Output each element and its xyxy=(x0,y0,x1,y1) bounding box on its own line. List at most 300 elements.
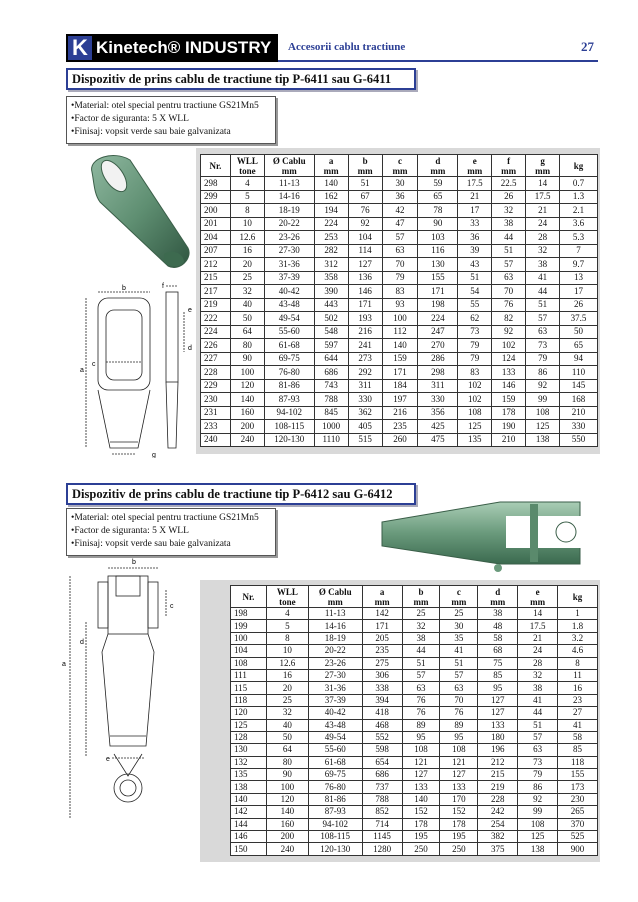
column-header-line1: e xyxy=(472,155,477,166)
table-cell: 70 xyxy=(382,258,418,272)
table-cell: 104 xyxy=(348,231,382,245)
table-cell: 51 xyxy=(526,298,560,312)
table-cell: 95 xyxy=(402,731,440,743)
table-cell: 40 xyxy=(230,298,264,312)
spec-line: •Material: otel special pentru tractiune GS21Mn5 xyxy=(71,513,259,523)
table-cell: 100 xyxy=(231,632,267,644)
label-e: e xyxy=(106,756,110,763)
table-cell: 133 xyxy=(478,719,518,731)
table-cell: 76-80 xyxy=(308,781,362,793)
table-cell: 36 xyxy=(382,190,418,204)
table-cell: 900 xyxy=(558,843,598,855)
table-row xyxy=(231,608,598,620)
table-cell: 57 xyxy=(518,731,558,743)
table-cell: 63 xyxy=(440,682,478,694)
table-row xyxy=(201,312,598,326)
spec-line: •Finisaj: vopsit verde sau baie galvanizata xyxy=(71,539,231,549)
table-cell: 14 xyxy=(526,177,560,191)
label-f: f xyxy=(162,283,164,290)
table-cell: 57 xyxy=(440,669,478,681)
table-cell: 120 xyxy=(230,379,264,393)
column-header xyxy=(558,586,598,608)
table-cell: 50 xyxy=(230,312,264,326)
table-cell: 212 xyxy=(201,258,231,272)
column-header-unit: tone xyxy=(239,165,256,176)
column-header xyxy=(492,155,526,177)
column-header-unit: mm xyxy=(327,596,343,607)
table-row xyxy=(231,818,598,830)
table-cell: 22.5 xyxy=(492,177,526,191)
table-cell: 135 xyxy=(231,769,267,781)
table-cell: 210 xyxy=(492,433,526,447)
table-cell: 108 xyxy=(458,406,492,420)
table-cell: 85 xyxy=(478,669,518,681)
label-b: b xyxy=(132,559,136,566)
table-cell: 50 xyxy=(560,325,598,339)
table-cell: 57 xyxy=(402,669,440,681)
table-cell: 1.8 xyxy=(558,620,598,632)
column-header-unit: mm xyxy=(323,165,339,176)
table-cell: 201 xyxy=(201,217,231,231)
column-header-line1: d xyxy=(435,155,441,166)
table-cell: 37-39 xyxy=(308,694,362,706)
table-cell: 35 xyxy=(440,632,478,644)
table-cell: 5 xyxy=(230,190,264,204)
table-cell: 115 xyxy=(231,682,267,694)
table-cell: 130 xyxy=(418,258,458,272)
table-cell: 125 xyxy=(518,831,558,843)
table-cell: 102 xyxy=(458,393,492,407)
table-cell: 57 xyxy=(492,258,526,272)
column-header-line1: Nr. xyxy=(242,591,255,602)
table-cell: 184 xyxy=(382,379,418,393)
table-cell: 79 xyxy=(518,769,558,781)
table-cell: 17.5 xyxy=(526,190,560,204)
table-cell: 311 xyxy=(348,379,382,393)
table-cell: 299 xyxy=(201,190,231,204)
table-cell: 128 xyxy=(231,731,267,743)
logo xyxy=(66,34,278,62)
table-cell: 103 xyxy=(418,231,458,245)
table-row xyxy=(231,707,598,719)
table-cell: 7 xyxy=(560,244,598,258)
table-cell: 102 xyxy=(458,379,492,393)
table-cell: 228 xyxy=(478,793,518,805)
table-cell: 20-22 xyxy=(308,645,362,657)
table-cell: 92 xyxy=(348,217,382,231)
table-row xyxy=(201,204,598,218)
table-cell: 1.3 xyxy=(560,190,598,204)
table-cell: 475 xyxy=(418,433,458,447)
table-cell: 38 xyxy=(492,217,526,231)
table-cell: 69-75 xyxy=(308,769,362,781)
table-cell: 224 xyxy=(201,325,231,339)
table-cell: 27-30 xyxy=(308,669,362,681)
table-cell: 110 xyxy=(560,366,598,380)
table-cell: 229 xyxy=(201,379,231,393)
table-cell: 76-80 xyxy=(264,366,314,380)
label-c: c xyxy=(170,603,174,610)
table-cell: 21 xyxy=(526,204,560,218)
table-cell: 270 xyxy=(418,339,458,353)
page-header xyxy=(66,34,598,62)
table-row xyxy=(201,244,598,258)
table-cell: 79 xyxy=(382,271,418,285)
table-cell: 9.7 xyxy=(560,258,598,272)
table-cell: 162 xyxy=(314,190,348,204)
table-cell: 194 xyxy=(314,204,348,218)
table-cell: 198 xyxy=(418,298,458,312)
table-cell: 121 xyxy=(440,756,478,768)
table-cell: 73 xyxy=(526,339,560,353)
table-cell: 195 xyxy=(440,831,478,843)
table-cell: 216 xyxy=(348,325,382,339)
table-cell: 100 xyxy=(230,366,264,380)
table-cell: 31-36 xyxy=(308,682,362,694)
label-c: c xyxy=(92,361,96,368)
table-cell: 405 xyxy=(348,420,382,434)
column-header xyxy=(382,155,418,177)
table-cell: 5 xyxy=(266,620,308,632)
table-cell: 207 xyxy=(201,244,231,258)
table-cell: 173 xyxy=(558,781,598,793)
table-cell: 160 xyxy=(266,818,308,830)
table-cell: 95 xyxy=(440,731,478,743)
column-header-unit: kg xyxy=(572,591,583,602)
table-cell: 142 xyxy=(231,806,267,818)
table-cell: 140 xyxy=(314,177,348,191)
table-cell: 40-42 xyxy=(264,285,314,299)
table-cell: 654 xyxy=(362,756,402,768)
table-cell: 20 xyxy=(266,682,308,694)
table-cell: 23 xyxy=(558,694,598,706)
table-cell: 69-75 xyxy=(264,352,314,366)
table-cell: 81-86 xyxy=(308,793,362,805)
label-b: b xyxy=(122,285,126,292)
spec-line: •Material: otel special pentru tractiune GS21Mn5 xyxy=(71,101,259,111)
table-cell: 24 xyxy=(518,645,558,657)
table-row xyxy=(231,620,598,632)
table-cell: 25 xyxy=(440,608,478,620)
technical-drawing-p6412 xyxy=(60,556,204,842)
table-cell: 265 xyxy=(558,806,598,818)
table-cell: 108-115 xyxy=(308,831,362,843)
column-header-line1: g xyxy=(540,155,545,166)
table-row xyxy=(231,769,598,781)
column-header xyxy=(418,155,458,177)
column-header-unit: kg xyxy=(573,160,584,171)
table-cell: 93 xyxy=(382,298,418,312)
table-cell: 140 xyxy=(266,806,308,818)
table-cell: 714 xyxy=(362,818,402,830)
table-cell: 48 xyxy=(478,620,518,632)
label-a: a xyxy=(62,661,66,668)
table-cell: 112 xyxy=(382,325,418,339)
table-cell: 79 xyxy=(526,352,560,366)
table-cell: 55-60 xyxy=(264,325,314,339)
table-cell: 330 xyxy=(418,393,458,407)
table-cell: 788 xyxy=(362,793,402,805)
table-row xyxy=(231,781,598,793)
table-cell: 330 xyxy=(560,420,598,434)
table-cell: 75 xyxy=(478,657,518,669)
table-cell: 104 xyxy=(231,645,267,657)
table-cell: 686 xyxy=(314,366,348,380)
product-table-p6411 xyxy=(200,154,598,447)
table-cell: 41 xyxy=(526,271,560,285)
table-row xyxy=(231,756,598,768)
table-cell: 171 xyxy=(348,298,382,312)
table-cell: 199 xyxy=(231,620,267,632)
table-cell: 49-54 xyxy=(308,731,362,743)
table-cell: 233 xyxy=(201,420,231,434)
table-row xyxy=(231,731,598,743)
table-cell: 32 xyxy=(518,669,558,681)
table-cell: 102 xyxy=(492,339,526,353)
table-cell: 26 xyxy=(492,190,526,204)
table-row xyxy=(201,406,598,420)
table-cell: 140 xyxy=(382,339,418,353)
table-cell: 121 xyxy=(402,756,440,768)
column-header-unit: mm xyxy=(535,165,551,176)
table-cell: 17 xyxy=(458,204,492,218)
table-cell: 54 xyxy=(458,285,492,299)
table-cell: 118 xyxy=(558,756,598,768)
table-cell: 1 xyxy=(558,608,598,620)
column-header-unit: mm xyxy=(374,596,390,607)
table-cell: 1110 xyxy=(314,433,348,447)
table-cell: 87-93 xyxy=(264,393,314,407)
table-cell: 37.5 xyxy=(560,312,598,326)
table-cell: 20-22 xyxy=(264,217,314,231)
table-cell: 8 xyxy=(558,657,598,669)
table-cell: 90 xyxy=(266,769,308,781)
column-header-line1: b xyxy=(362,155,368,166)
table-cell: 16 xyxy=(558,682,598,694)
table-cell: 133 xyxy=(492,366,526,380)
table-cell: 70 xyxy=(492,285,526,299)
table-cell: 550 xyxy=(560,433,598,447)
table-row xyxy=(201,433,598,447)
table-row xyxy=(201,285,598,299)
table-cell: 76 xyxy=(402,707,440,719)
column-header-line1: e xyxy=(535,586,540,597)
column-header xyxy=(518,586,558,608)
table-cell: 222 xyxy=(201,312,231,326)
table-cell: 61-68 xyxy=(264,339,314,353)
table-cell: 686 xyxy=(362,769,402,781)
spec-line: •Finisaj: vopsit verde sau baie galvanizata xyxy=(71,127,231,137)
table-row xyxy=(231,669,598,681)
column-header-unit: mm xyxy=(501,165,517,176)
table-cell: 282 xyxy=(314,244,348,258)
table-row xyxy=(231,632,598,644)
column-header-unit: mm xyxy=(530,596,546,607)
table-cell: 32 xyxy=(402,620,440,632)
table-cell: 1145 xyxy=(362,831,402,843)
table-cell: 5.3 xyxy=(560,231,598,245)
table-cell: 28 xyxy=(526,231,560,245)
table-cell: 178 xyxy=(440,818,478,830)
table-cell: 11-13 xyxy=(264,177,314,191)
table-cell: 108 xyxy=(402,744,440,756)
table-cell: 23-26 xyxy=(308,657,362,669)
table-cell: 14 xyxy=(518,608,558,620)
table-cell: 25 xyxy=(266,694,308,706)
column-header-line1: b xyxy=(418,586,424,597)
table-cell: 125 xyxy=(231,719,267,731)
column-header xyxy=(478,586,518,608)
table-cell: 58 xyxy=(558,731,598,743)
table-cell: 59 xyxy=(418,177,458,191)
table-cell: 38 xyxy=(526,258,560,272)
table-row xyxy=(201,258,598,272)
table-cell: 275 xyxy=(362,657,402,669)
table-cell: 227 xyxy=(201,352,231,366)
table-cell: 306 xyxy=(362,669,402,681)
table-cell: 65 xyxy=(418,190,458,204)
table-cell: 61-68 xyxy=(308,756,362,768)
table-cell: 108 xyxy=(526,406,560,420)
table-cell: 242 xyxy=(478,806,518,818)
table-cell: 86 xyxy=(526,366,560,380)
table-cell: 235 xyxy=(362,645,402,657)
column-header-line1: c xyxy=(456,586,461,597)
table-cell: 230 xyxy=(201,393,231,407)
table-cell: 50 xyxy=(266,731,308,743)
column-header-unit: mm xyxy=(430,165,446,176)
table-cell: 160 xyxy=(230,406,264,420)
table-cell: 51 xyxy=(492,244,526,258)
table-cell: 92 xyxy=(518,793,558,805)
table-cell: 196 xyxy=(478,744,518,756)
table-cell: 49-54 xyxy=(264,312,314,326)
table-row xyxy=(231,719,598,731)
table-row xyxy=(231,831,598,843)
table-cell: 210 xyxy=(560,406,598,420)
section1-specs xyxy=(66,96,276,144)
column-header xyxy=(201,155,231,177)
table-cell: 94 xyxy=(560,352,598,366)
table-row xyxy=(201,217,598,231)
table-cell: 168 xyxy=(560,393,598,407)
table-cell: 51 xyxy=(348,177,382,191)
table-cell: 146 xyxy=(348,285,382,299)
table-cell: 312 xyxy=(314,258,348,272)
table-cell: 240 xyxy=(201,433,231,447)
table-cell: 63 xyxy=(518,744,558,756)
table-cell: 170 xyxy=(440,793,478,805)
table-cell: 111 xyxy=(231,669,267,681)
table-cell: 138 xyxy=(231,781,267,793)
table-row xyxy=(201,352,598,366)
table-cell: 852 xyxy=(362,806,402,818)
table-cell: 57 xyxy=(382,231,418,245)
table-cell: 63 xyxy=(492,271,526,285)
table-cell: 18-19 xyxy=(308,632,362,644)
table-cell: 155 xyxy=(418,271,458,285)
table-cell: 100 xyxy=(266,781,308,793)
table-cell: 41 xyxy=(518,694,558,706)
table-cell: 21 xyxy=(458,190,492,204)
table-cell: 180 xyxy=(478,731,518,743)
table-cell: 94-102 xyxy=(264,406,314,420)
table-cell: 178 xyxy=(402,818,440,830)
column-header-line1: Nr. xyxy=(209,160,222,171)
table-header-row xyxy=(231,586,598,608)
column-header xyxy=(362,586,402,608)
table-cell: 356 xyxy=(418,406,458,420)
table-row xyxy=(231,744,598,756)
table-cell: 390 xyxy=(314,285,348,299)
table-cell: 81-86 xyxy=(264,379,314,393)
table-row xyxy=(201,190,598,204)
column-header-line1: c xyxy=(397,155,402,166)
table-cell: 502 xyxy=(314,312,348,326)
table-cell: 737 xyxy=(362,781,402,793)
table-cell: 298 xyxy=(201,177,231,191)
table-cell: 515 xyxy=(348,433,382,447)
table-cell: 25 xyxy=(402,608,440,620)
table-cell: 80 xyxy=(230,339,264,353)
table-row xyxy=(231,843,598,855)
table-cell: 146 xyxy=(492,379,526,393)
table-cell: 76 xyxy=(440,707,478,719)
table-header-row xyxy=(201,155,598,177)
column-header-unit: mm xyxy=(392,165,408,176)
table-cell: 99 xyxy=(518,806,558,818)
table-cell: 37-39 xyxy=(264,271,314,285)
table-cell: 57 xyxy=(526,312,560,326)
table-row xyxy=(231,806,598,818)
table-cell: 788 xyxy=(314,393,348,407)
table-cell: 43 xyxy=(458,258,492,272)
table-cell: 219 xyxy=(201,298,231,312)
table-cell: 68 xyxy=(478,645,518,657)
table-cell: 120-130 xyxy=(264,433,314,447)
table-cell: 12.6 xyxy=(230,231,264,245)
table-cell: 32 xyxy=(266,707,308,719)
table-cell: 63 xyxy=(526,325,560,339)
table-cell: 140 xyxy=(231,793,267,805)
column-header-line1: Ø Cablu xyxy=(272,155,306,166)
table-cell: 116 xyxy=(418,244,458,258)
column-header xyxy=(314,155,348,177)
table-cell: 27-30 xyxy=(264,244,314,258)
table-cell: 14-16 xyxy=(308,620,362,632)
table-cell: 212 xyxy=(478,756,518,768)
column-header xyxy=(458,155,492,177)
section2-specs xyxy=(66,508,276,556)
table-cell: 1000 xyxy=(314,420,348,434)
table-cell: 150 xyxy=(231,843,267,855)
header-bar xyxy=(278,34,598,62)
table-cell: 362 xyxy=(348,406,382,420)
table-cell: 1280 xyxy=(362,843,402,855)
table-cell: 171 xyxy=(418,285,458,299)
table-row xyxy=(201,379,598,393)
product-table-p6412 xyxy=(230,585,598,856)
table-cell: 114 xyxy=(348,244,382,258)
table-cell: 136 xyxy=(348,271,382,285)
table-cell: 231 xyxy=(201,406,231,420)
table-cell: 743 xyxy=(314,379,348,393)
table-cell: 62 xyxy=(458,312,492,326)
table-cell: 230 xyxy=(558,793,598,805)
table-cell: 215 xyxy=(201,271,231,285)
table-cell: 224 xyxy=(314,217,348,231)
table-cell: 240 xyxy=(230,433,264,447)
